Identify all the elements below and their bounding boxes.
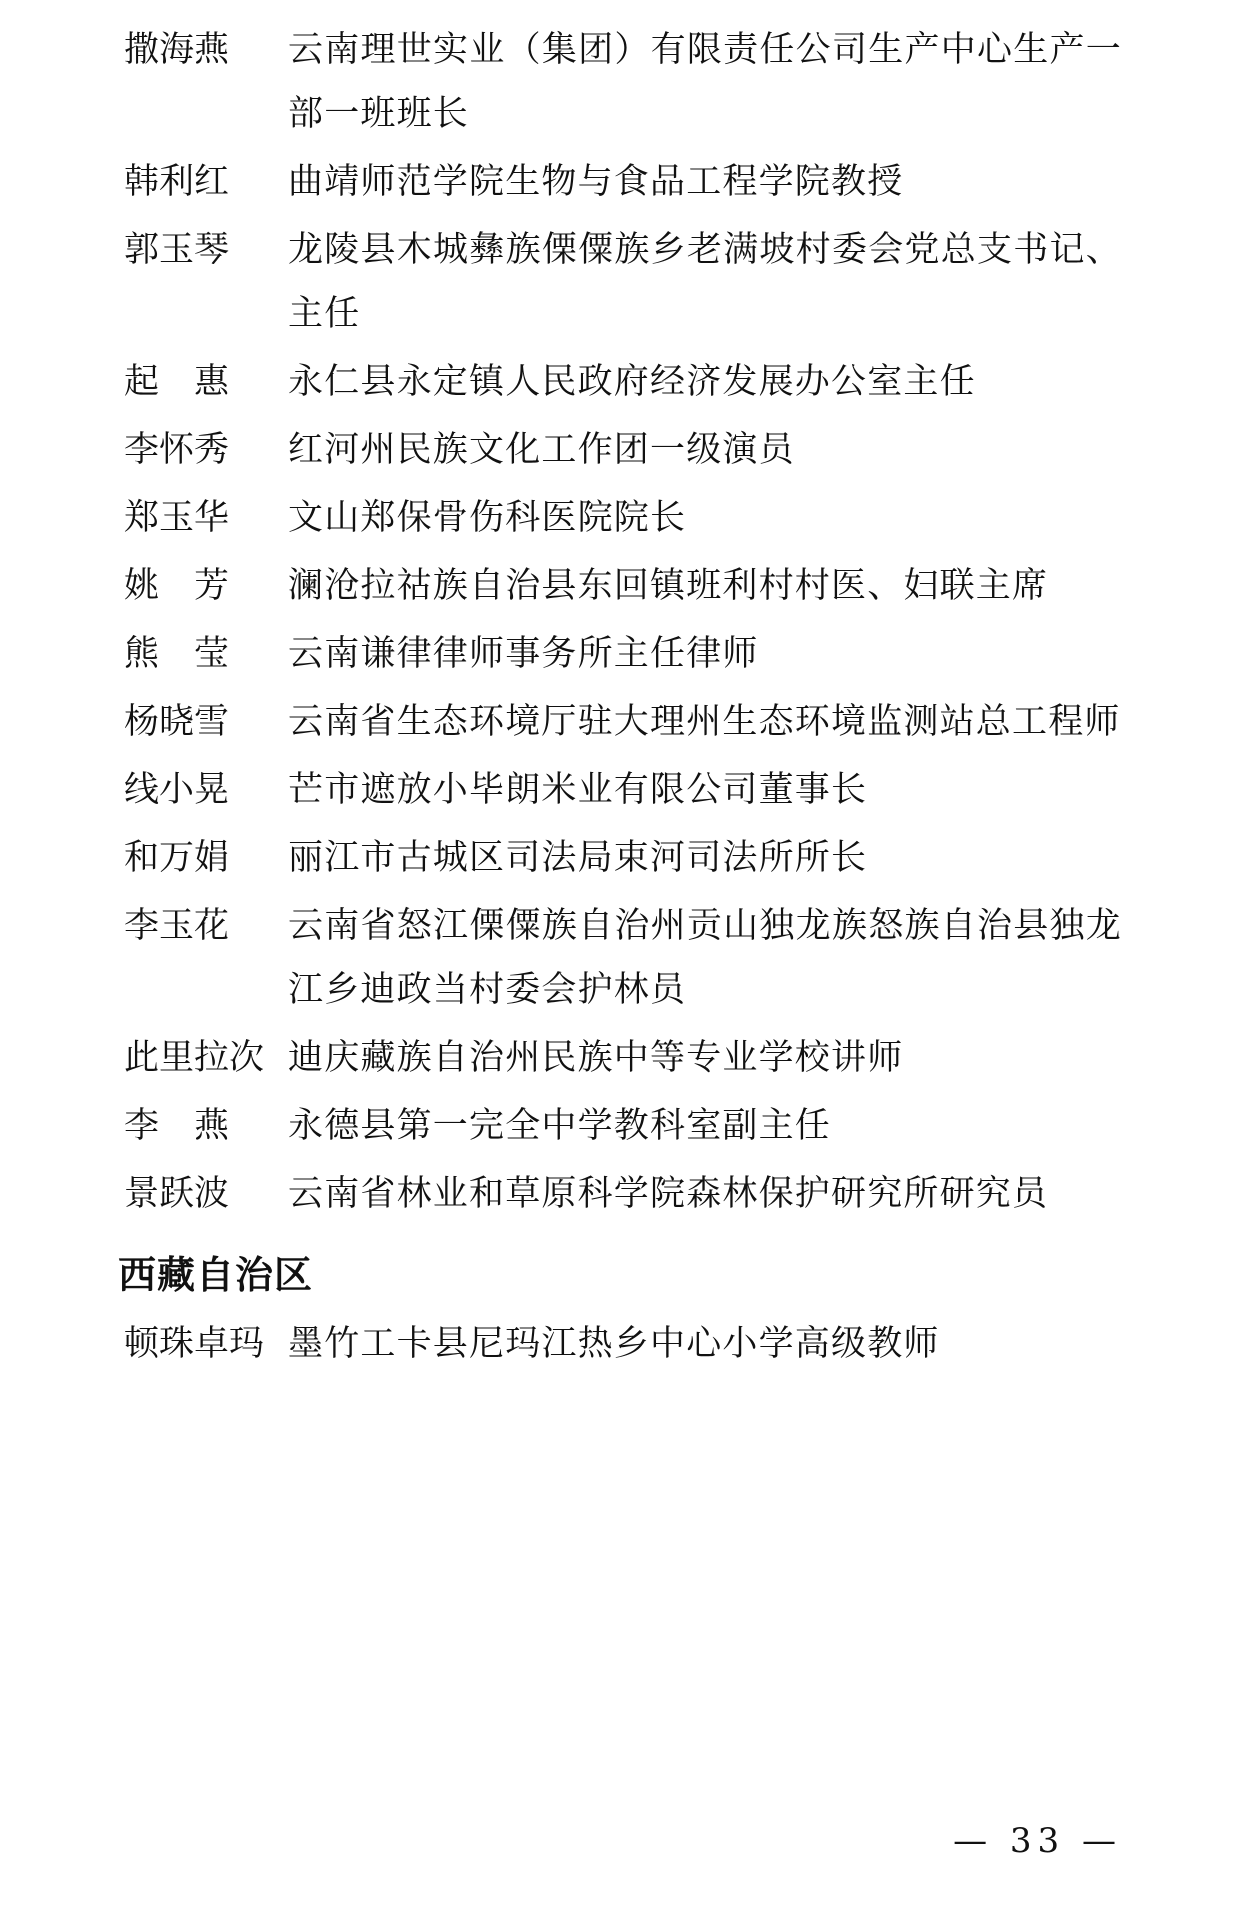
entry-description: 云南谦律律师事务所主任律师 <box>288 634 759 674</box>
entry-name: 此里拉次 <box>124 1038 265 1078</box>
entry-description: 曲靖师范学院生物与食品工程学院教授 <box>288 162 904 202</box>
entry-name: 李 燕 <box>124 1106 230 1146</box>
entry-description: 澜沧拉祜族自治县东回镇班利村村医、妇联主席 <box>288 566 1049 606</box>
entry-name: 郭玉琴 <box>124 230 230 270</box>
list-item <box>118 1094 1122 1158</box>
entry-description: 云南省生态环境厅驻大理州生态环境监测站总工程师 <box>288 702 1121 742</box>
entry-name: 撒海燕 <box>124 30 230 70</box>
list-item <box>118 1026 1122 1090</box>
page-number: — 33 — <box>953 1821 1122 1861</box>
list-item <box>118 622 1122 686</box>
entry-name: 姚 芳 <box>124 566 230 606</box>
list-item <box>118 486 1122 550</box>
entry-name: 景跃波 <box>124 1174 230 1214</box>
list-item <box>118 554 1122 618</box>
list-item <box>118 758 1122 822</box>
entry-description: 永德县第一完全中学教科室副主任 <box>288 1106 832 1146</box>
entry-description: 云南理世实业（集团）有限责任公司生产中心生产一部一班班长 <box>288 30 1122 134</box>
list-item <box>118 18 1122 146</box>
entry-description: 云南省怒江傈僳族自治州贡山独龙族怒族自治县独龙江乡迪政当村委会护林员 <box>288 906 1122 1010</box>
entry-name: 顿珠卓玛 <box>124 1324 265 1364</box>
entry-name: 熊 莹 <box>124 634 230 674</box>
list-item <box>118 894 1122 1022</box>
entry-description: 永仁县永定镇人民政府经济发展办公室主任 <box>288 362 976 402</box>
entry-name: 线小晃 <box>124 770 230 810</box>
entry-name: 杨晓雪 <box>124 702 230 742</box>
list-item <box>118 1312 1122 1376</box>
entry-list-before-heading <box>118 18 1122 1226</box>
list-item <box>118 150 1122 214</box>
list-item <box>118 218 1122 346</box>
list-item <box>118 418 1122 482</box>
section-heading: 西藏自治区 <box>118 1253 314 1297</box>
entry-name: 郑玉华 <box>124 498 230 538</box>
entry-name: 起 惠 <box>124 362 230 402</box>
list-item <box>118 826 1122 890</box>
entry-list-after-heading <box>118 1312 1122 1376</box>
entry-name: 韩利红 <box>124 162 230 202</box>
entry-description: 文山郑保骨伤科医院院长 <box>288 498 687 538</box>
entry-description: 迪庆藏族自治州民族中等专业学校讲师 <box>288 1038 904 1078</box>
entry-description: 芒市遮放小毕朗米业有限公司董事长 <box>288 770 868 810</box>
list-item <box>118 350 1122 414</box>
list-item <box>118 1162 1122 1226</box>
entry-name: 李玉花 <box>124 906 230 946</box>
entry-description: 丽江市古城区司法局束河司法所所长 <box>288 838 868 878</box>
entry-name: 和万娟 <box>124 838 230 878</box>
entry-name: 李怀秀 <box>124 430 230 470</box>
entry-description: 云南省林业和草原科学院森林保护研究所研究员 <box>288 1174 1049 1214</box>
entry-description: 红河州民族文化工作团一级演员 <box>288 430 795 470</box>
entry-description: 墨竹工卡县尼玛江热乡中心小学高级教师 <box>288 1324 940 1364</box>
entry-description: 龙陵县木城彝族傈僳族乡老满坡村委会党总支书记、主任 <box>288 230 1122 334</box>
list-item <box>118 690 1122 754</box>
